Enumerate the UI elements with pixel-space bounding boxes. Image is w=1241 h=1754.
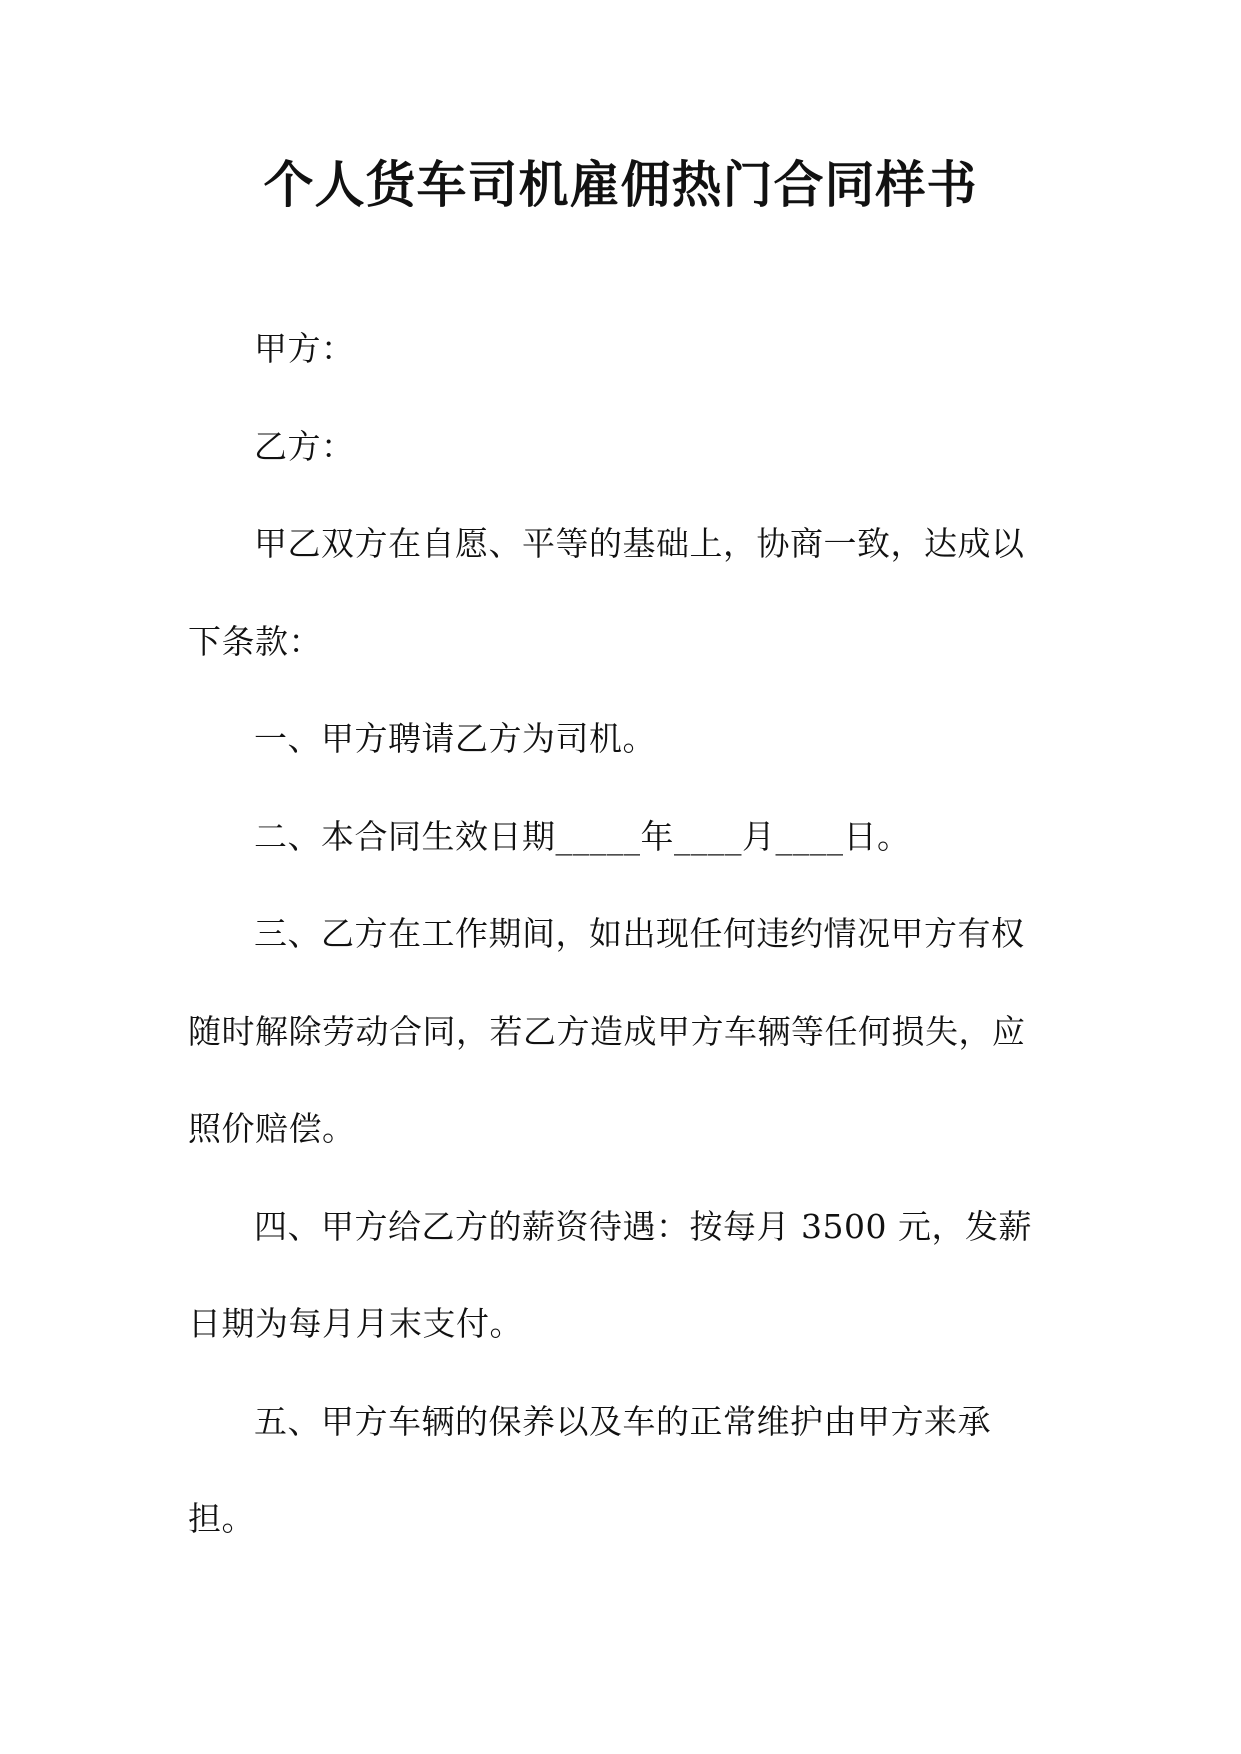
clause-5: 五、甲方车辆的保养以及车的正常维护由甲方来承担。 <box>188 1401 991 1538</box>
document-body <box>188 300 1038 1568</box>
party-a-line: 甲方： <box>254 329 355 368</box>
clause-4: 四、甲方给乙方的薪资待遇：按每月 3500 元，发薪日期为每月月末支付。 <box>188 1206 1032 1343</box>
preamble-paragraph: 甲乙双方在自愿、平等的基础上，协商一致，达成以下条款： <box>188 524 1025 661</box>
party-b-line: 乙方： <box>254 426 355 466</box>
clause-1: 一、甲方聘请乙方为司机。 <box>254 719 656 758</box>
clause-3: 三、乙方在工作期间，如出现任何违约情况甲方有权随时解除劳动合同，若乙方造成甲方车辆等任何损失，应照价赔偿。 <box>188 914 1026 1148</box>
clause-2: 二、本合同生效日期_____年____月____日。 <box>254 816 911 856</box>
document-title: 个人货车司机雇佣热门合同样书 <box>263 156 978 214</box>
